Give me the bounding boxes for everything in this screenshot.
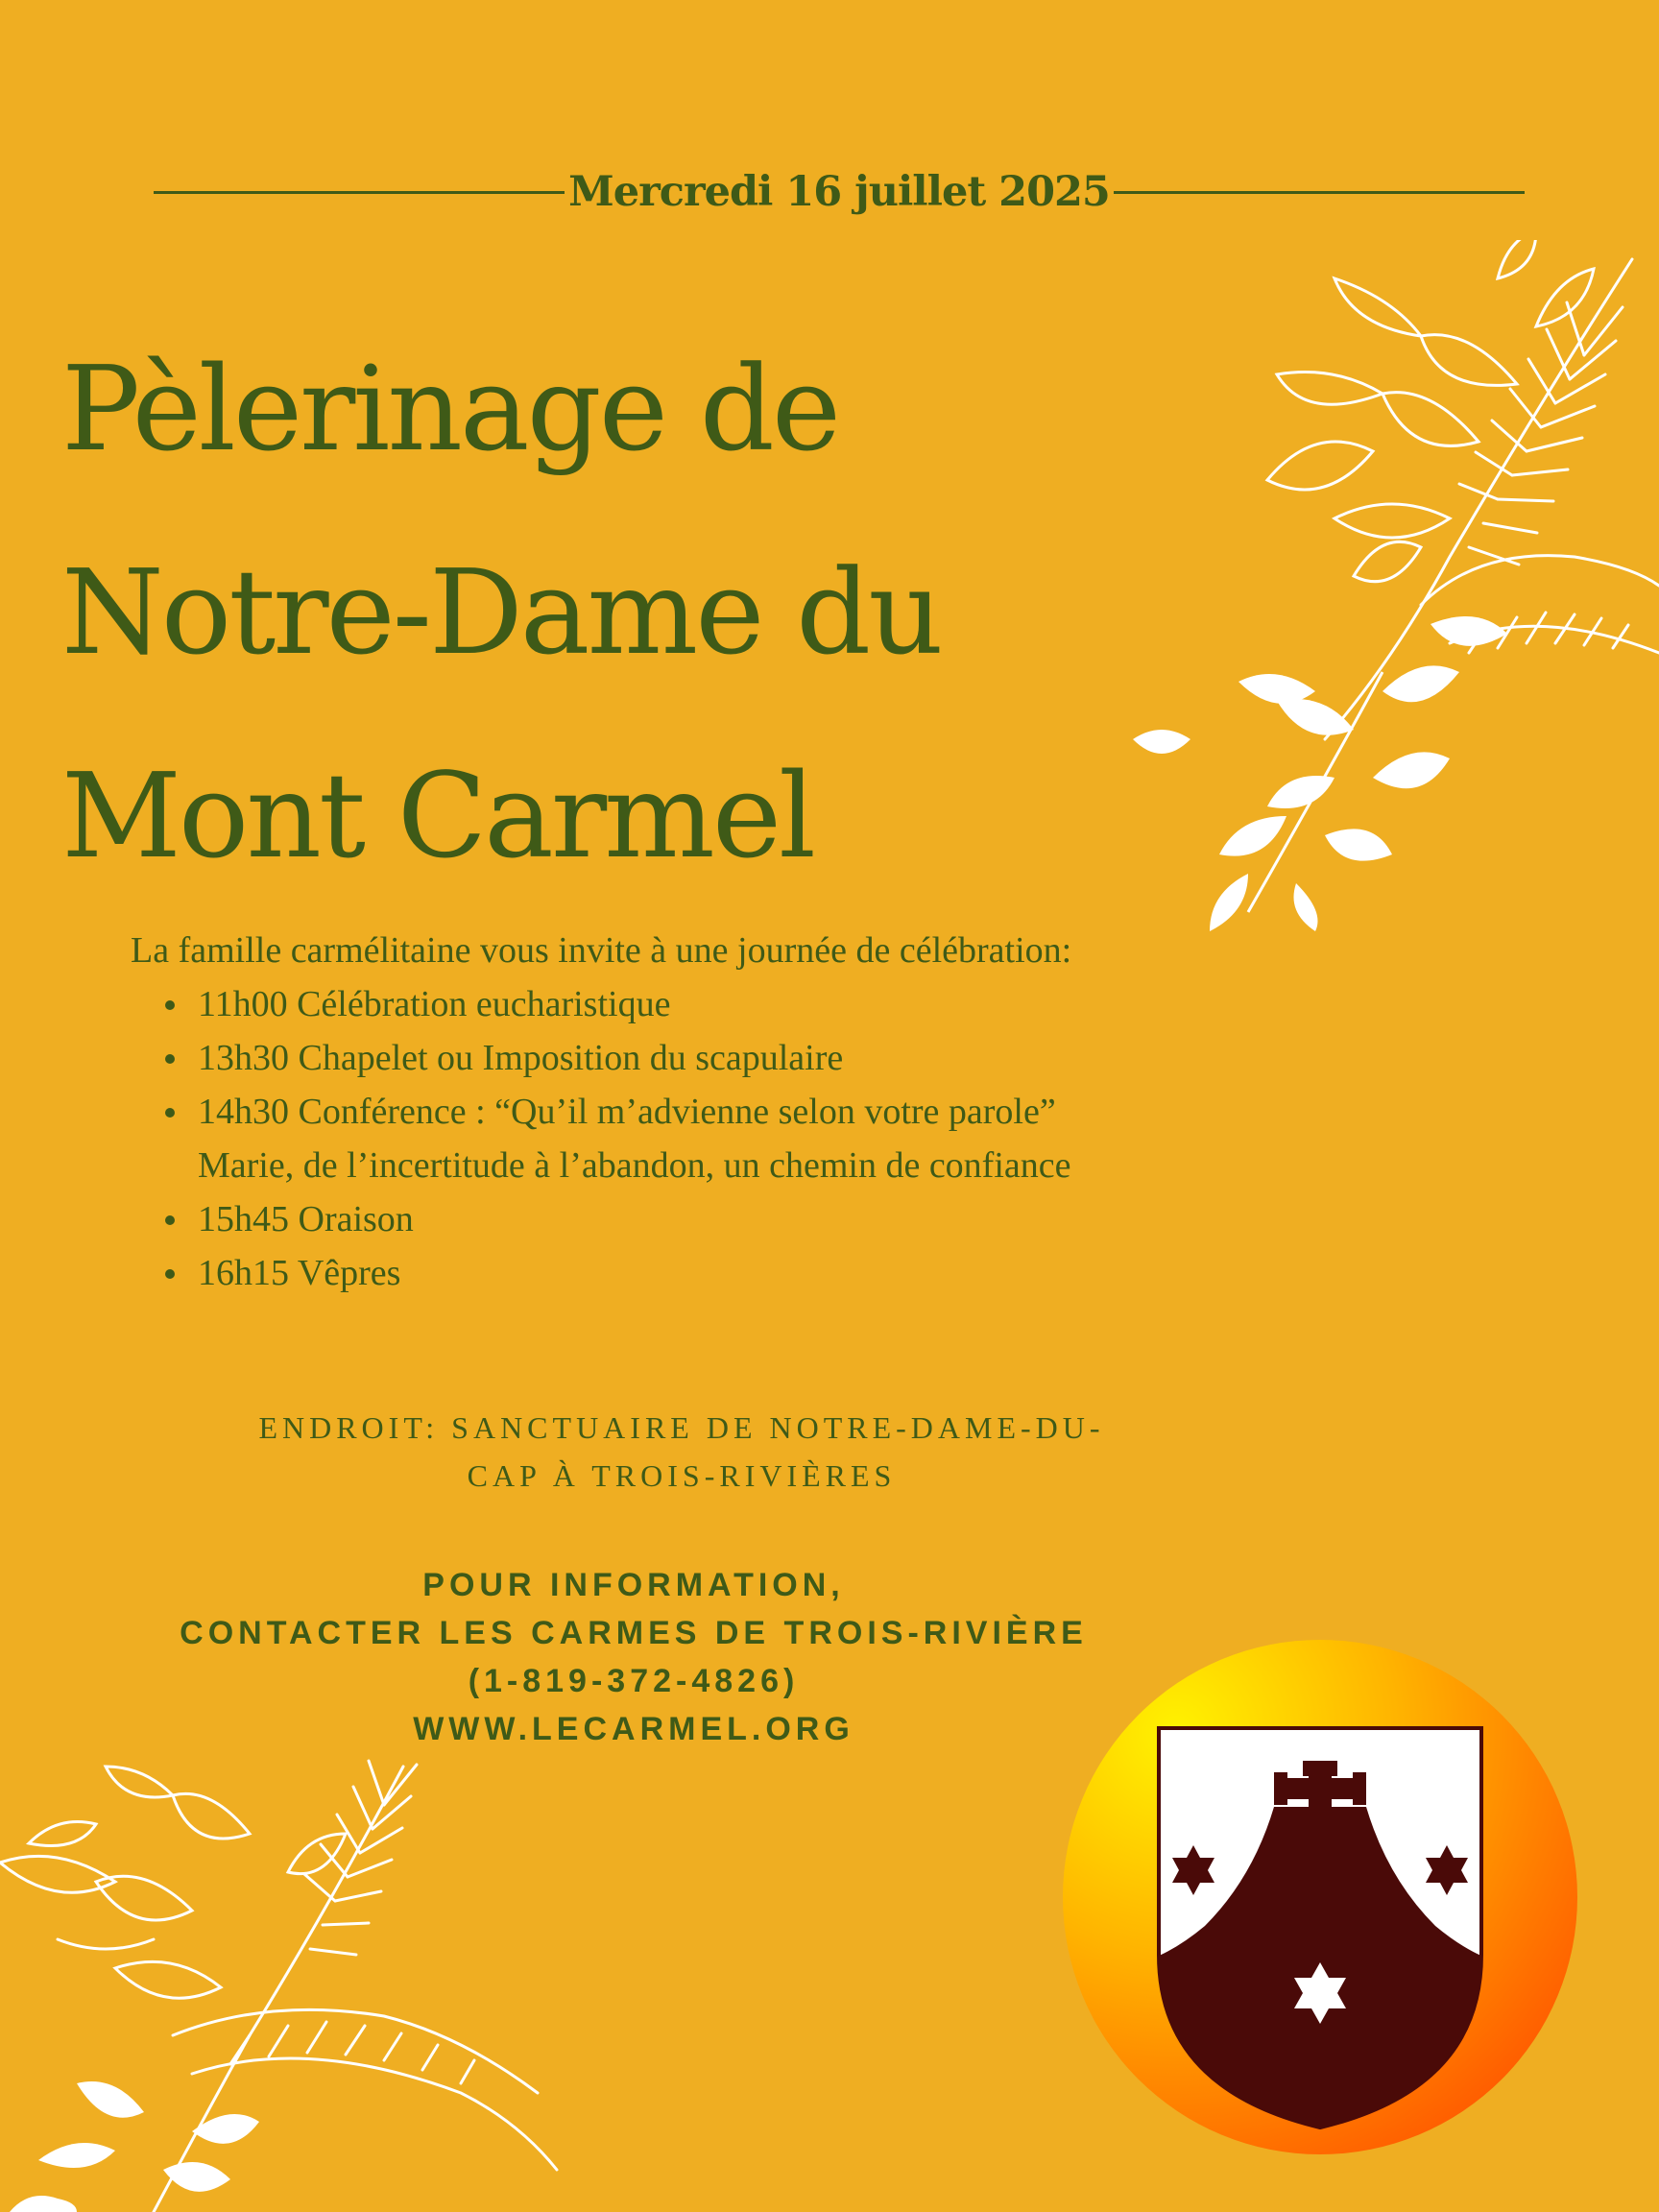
schedule-item-text: 15h45 Oraison [198, 1199, 414, 1239]
date-rule-left [154, 191, 565, 194]
leaf-branch-icon [0, 1747, 576, 2212]
contact-info [58, 1561, 1210, 1753]
title-line-3: Mont Carmel [61, 748, 814, 884]
location-line-1: ENDROIT: SANCTUAIRE DE NOTRE-DAME-DU- [258, 1410, 1105, 1445]
schedule-list [163, 977, 1267, 1300]
title-line-2: Notre-Dame du [61, 544, 941, 681]
schedule-item-text: 16h15 Vêpres [198, 1253, 401, 1293]
location-line-2: CAP À TROIS-RIVIÈRES [467, 1458, 897, 1493]
contact-line: CONTACTER LES CARMES DE TROIS-RIVIÈRE [180, 1615, 1088, 1651]
event-date: Mercredi 16 juillet 2025 [568, 168, 1110, 216]
schedule-item [163, 1246, 1267, 1300]
intro-text: La famille carmélitaine vous invite à une journée de célébration: [131, 930, 1072, 971]
contact-heading: POUR INFORMATION, [422, 1567, 845, 1603]
event-title [61, 307, 1166, 918]
schedule-item-text: 14h30 Conférence : “Qu’il m’advienne selon votre parole” [198, 1092, 1056, 1132]
date-header [154, 163, 1525, 221]
schedule-item [163, 1031, 1267, 1085]
date-rule-right [1114, 191, 1525, 194]
title-line-1: Pèlerinage de [61, 341, 839, 477]
schedule-item-text: 13h30 Chapelet ou Imposition du scapulaire [198, 1038, 844, 1078]
schedule-item [163, 1085, 1267, 1192]
schedule-item [163, 977, 1267, 1031]
contact-phone[interactable]: (1-819-372-4826) [468, 1663, 800, 1699]
location-text [154, 1404, 1210, 1500]
schedule-item-text: 11h00 Célébration eucharistique [198, 984, 671, 1024]
contact-website-link[interactable]: WWW.LECARMEL.ORG [413, 1711, 854, 1747]
schedule-item-subtitle: Marie, de l’incertitude à l’abandon, un chemin de confiance [198, 1145, 1071, 1186]
leaf-branch-icon [1133, 240, 1659, 931]
schedule-item [163, 1192, 1267, 1246]
carmelite-coat-of-arms-icon [1061, 1638, 1579, 2156]
